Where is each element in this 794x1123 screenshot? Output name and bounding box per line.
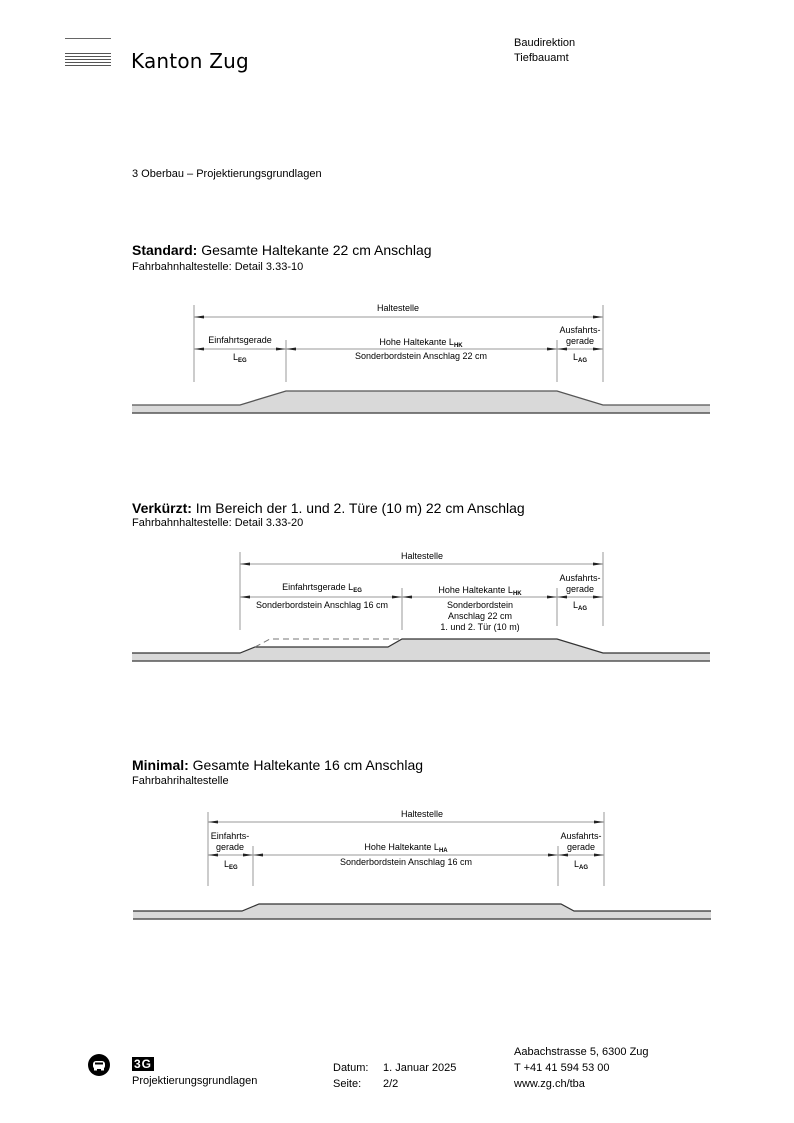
label-part: EG bbox=[353, 588, 362, 594]
dimension-arrowhead bbox=[593, 563, 603, 566]
label-part: Hohe Haltekante L bbox=[379, 337, 454, 347]
label-entry-symbol bbox=[233, 352, 247, 364]
label-part: EG bbox=[238, 358, 247, 364]
dimension-arrowhead bbox=[253, 854, 263, 857]
label-main-detail: Sonderbordstein Anschlag 16 cm bbox=[339, 857, 473, 867]
footer-contact bbox=[514, 1044, 649, 1092]
dimension-arrowhead bbox=[243, 854, 253, 857]
dimension-arrowhead bbox=[276, 348, 286, 351]
footer-doc-title: Projektierungsgrundlagen bbox=[132, 1075, 258, 1087]
section-verkuerzt-subtitle: Fahrbahnhaltestelle: Detail 3.33-20 bbox=[132, 517, 304, 529]
phone: T +41 41 594 53 00 bbox=[514, 1062, 610, 1074]
label-part: Einfahrtsgerade L bbox=[282, 582, 354, 592]
title-rest: Im Bereich der 1. und 2. Türe (10 m) 22 cm Anschlag bbox=[191, 500, 525, 516]
label-main-detail-2: Anschlag 22 cm bbox=[447, 611, 513, 621]
section-verkuerzt-title bbox=[132, 500, 525, 516]
title-bold: Standard: bbox=[132, 242, 198, 258]
dimension-arrowhead bbox=[240, 563, 250, 566]
department: Baudirektion bbox=[514, 37, 576, 49]
label-part: Hohe Haltekante L bbox=[438, 585, 513, 595]
chapter-badge: 3G bbox=[134, 1057, 153, 1071]
brand-name: Kanton Zug bbox=[131, 49, 249, 73]
label-part: L bbox=[573, 600, 579, 610]
dimension-arrowhead bbox=[594, 821, 604, 824]
kanton-logo-lines bbox=[65, 38, 111, 68]
date-value: 1. Januar 2025 bbox=[383, 1062, 457, 1074]
section-minimal-title bbox=[132, 757, 423, 773]
label-part: AG bbox=[579, 865, 589, 871]
label-part: L bbox=[233, 352, 239, 362]
office: Tiefbauamt bbox=[514, 52, 569, 64]
dimension-arrowhead bbox=[392, 596, 402, 599]
dimension-arrowhead bbox=[194, 348, 204, 351]
label-part: HK bbox=[512, 591, 522, 597]
dimension-arrowhead bbox=[593, 596, 603, 599]
dimension-arrowhead bbox=[208, 821, 218, 824]
page-value: 2/2 bbox=[383, 1078, 399, 1090]
dimension-arrowhead bbox=[593, 348, 603, 351]
dimension-arrowhead bbox=[547, 596, 557, 599]
label-entry-2: gerade bbox=[215, 842, 245, 852]
curb-dashed-line bbox=[255, 639, 402, 647]
label-exit-symbol bbox=[573, 600, 587, 612]
label-haltestelle: Haltestelle bbox=[400, 809, 444, 819]
label-part: Hohe Haltekante L bbox=[364, 842, 439, 852]
chapter-heading: 3 Oberbau – Projektierungsgrundlagen bbox=[132, 168, 322, 180]
dimension-arrowhead bbox=[593, 316, 603, 319]
label-main bbox=[438, 585, 522, 597]
address: Aabachstrasse 5, 6300 Zug bbox=[514, 1046, 649, 1058]
label-part: AG bbox=[578, 606, 588, 612]
section-standard-subtitle: Fahrbahnhaltestelle: Detail 3.33-10 bbox=[132, 261, 304, 273]
dimension-arrowhead bbox=[558, 854, 568, 857]
dimension-arrowhead bbox=[547, 348, 557, 351]
dimension-arrowhead bbox=[557, 348, 567, 351]
label-main-detail: Sonderbordstein Anschlag 22 cm bbox=[354, 351, 488, 361]
label-exit-symbol bbox=[574, 859, 588, 871]
label-entry bbox=[282, 582, 362, 594]
website-link[interactable]: www.zg.ch/tba bbox=[514, 1078, 585, 1090]
title-rest: Gesamte Haltekante 16 cm Anschlag bbox=[188, 757, 424, 773]
diagram-verkuerzt bbox=[0, 540, 794, 670]
label-exit-1: Ausfahrts- bbox=[560, 831, 602, 841]
page-label: Seite: bbox=[333, 1078, 362, 1090]
label-haltestelle: Haltestelle bbox=[400, 551, 444, 561]
label-part: HK bbox=[453, 343, 463, 349]
dimension-arrowhead bbox=[286, 348, 296, 351]
dimension-arrowhead bbox=[557, 596, 567, 599]
diagram-minimal bbox=[0, 800, 794, 930]
dimension-arrowhead bbox=[594, 854, 604, 857]
label-exit-1: Ausfahrts- bbox=[559, 325, 601, 335]
label-entry: Einfahrtsgerade bbox=[208, 335, 272, 345]
footer-meta bbox=[333, 1060, 456, 1092]
curb-profile bbox=[132, 639, 710, 661]
title-rest: Gesamte Haltekante 22 cm Anschlag bbox=[197, 242, 432, 258]
dimension-arrowhead bbox=[194, 316, 204, 319]
label-main-detail-1: Sonderbordstein bbox=[446, 600, 514, 610]
dimension-arrowhead bbox=[240, 596, 250, 599]
label-exit-2: gerade bbox=[565, 336, 595, 346]
car-front-icon bbox=[88, 1054, 110, 1076]
dimension-arrowhead bbox=[208, 854, 218, 857]
label-part: EG bbox=[229, 865, 238, 871]
label-part: L bbox=[573, 352, 579, 362]
label-part: L bbox=[574, 859, 580, 869]
label-main bbox=[364, 842, 448, 854]
title-bold: Minimal: bbox=[132, 757, 189, 773]
label-haltestelle: Haltestelle bbox=[376, 303, 420, 313]
curb-profile bbox=[132, 391, 710, 413]
label-exit-2: gerade bbox=[565, 584, 595, 594]
department-block bbox=[514, 36, 575, 66]
title-bold: Verkürzt: bbox=[132, 500, 192, 516]
label-entry-detail: Sonderbordstein Anschlag 16 cm bbox=[255, 600, 389, 610]
date-label: Datum: bbox=[333, 1062, 369, 1074]
diagram-standard bbox=[0, 290, 794, 420]
dimension-arrowhead bbox=[402, 596, 412, 599]
dimension-arrowhead bbox=[548, 854, 558, 857]
label-exit-symbol bbox=[573, 352, 587, 364]
dimension-group bbox=[240, 563, 603, 599]
label-part: AG bbox=[578, 358, 588, 364]
section-minimal-subtitle: Fahrbahrihaltestelle bbox=[132, 775, 229, 787]
label-entry-symbol bbox=[224, 859, 238, 871]
label-exit-2: gerade bbox=[566, 842, 596, 852]
label-entry-1: Einfahrts- bbox=[210, 831, 250, 841]
label-part: L bbox=[224, 859, 230, 869]
label-main-detail-3: 1. und 2. Tür (10 m) bbox=[440, 622, 520, 632]
label-main bbox=[379, 337, 463, 349]
label-exit-1: Ausfahrts- bbox=[559, 573, 601, 583]
section-standard-title bbox=[132, 242, 432, 258]
label-part: HA bbox=[438, 848, 448, 854]
